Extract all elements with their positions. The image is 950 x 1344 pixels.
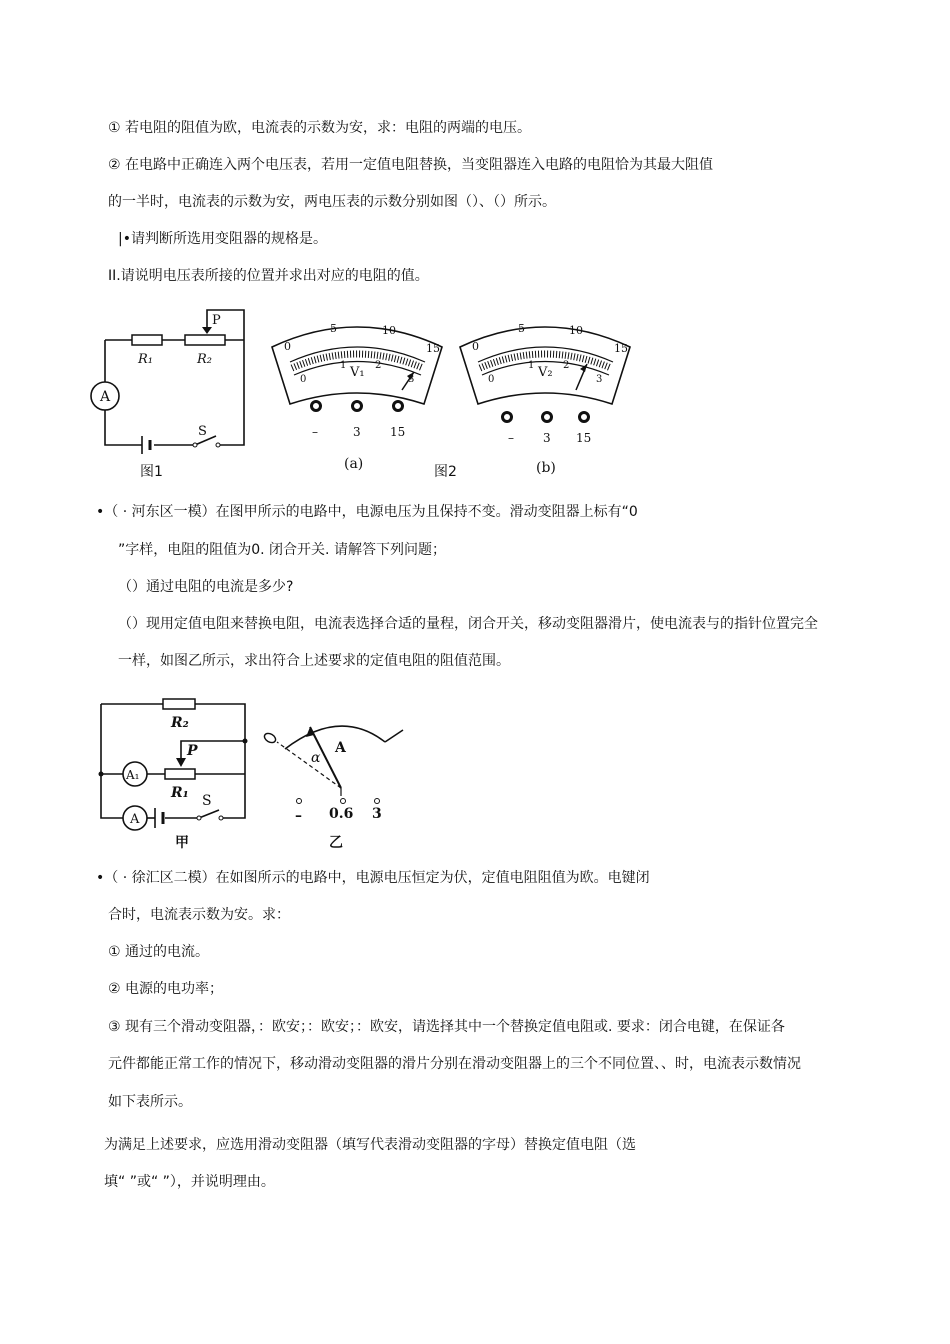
svg-text:3: 3 <box>353 425 361 439</box>
svg-text:15: 15 <box>614 342 628 355</box>
label-v2: V₂ <box>538 365 553 380</box>
figure-1-circuit <box>80 300 260 490</box>
svg-text:15: 15 <box>390 425 406 439</box>
svg-text:1: 1 <box>528 360 535 371</box>
label-a1: A₁ <box>126 768 140 782</box>
resistor-r1 <box>132 335 162 345</box>
figure-3-circuit <box>95 692 255 852</box>
voltmeter-a <box>272 322 442 472</box>
voltmeter-b <box>460 322 630 476</box>
q3-line-5: ③ 现有三个滑动变阻器，：欧安；：欧安；：欧安，请选择其中一个替换定值电阻或. 要求：闭合电键，在保证各 <box>108 1019 785 1035</box>
q1-line-2: ② 在电路中正确连入两个电压表，若用一定值电阻替换，当变阻器连入电路的电阻恰为其最大阻值 <box>108 157 713 173</box>
svg-text:0.6: 0.6 <box>329 806 354 822</box>
q3-line-6: 元件都能正常工作的情况下，移动滑动变阻器的滑片分别在滑动变阻器上的三个不同位置、、时，电流表示数情况 <box>108 1056 801 1072</box>
svg-text:5: 5 <box>518 322 525 335</box>
figure-2-voltmeters <box>262 302 642 482</box>
label-p: P <box>187 743 198 759</box>
q2-line-5: 一样，如图乙所示，求出符合上述要求的定值电阻的阻值范围。 <box>118 653 510 669</box>
svg-text:0: 0 <box>300 374 307 385</box>
figure-1-caption: 图1 <box>140 464 163 480</box>
resistor-r2 <box>163 699 195 709</box>
svg-text:–: – <box>312 425 318 439</box>
svg-text:–: – <box>295 808 302 824</box>
q2-line-4: （）现用定值电阻来替换电阻，电流表选择合适的量程，闭合开关，移动变阻器滑片，使电流表与的指针位置完全 <box>118 616 818 632</box>
svg-text:–: – <box>508 431 514 445</box>
svg-text:15: 15 <box>426 342 440 355</box>
svg-text:10: 10 <box>569 324 583 337</box>
svg-text:10: 10 <box>382 324 396 337</box>
svg-text:3: 3 <box>372 806 382 822</box>
q2-line-2: ”字样，电阻的阻值为0. 闭合开关. 请解答下列问题； <box>118 542 446 558</box>
svg-text:15: 15 <box>576 431 592 445</box>
svg-text:5: 5 <box>330 322 337 335</box>
figure-3-caption: 甲 <box>175 835 189 851</box>
label-a: A <box>130 812 140 827</box>
q1-line-4: |•请判断所选用变阻器的规格是。 <box>118 231 327 247</box>
figure-2-caption: 图2 <box>434 464 457 480</box>
q3-line-7: 如下表所示。 <box>108 1094 192 1110</box>
svg-text:3: 3 <box>408 374 415 385</box>
caption-a: (a) <box>344 456 364 472</box>
q3-line-2: 合时，电流表示数为安。求： <box>108 907 290 923</box>
label-switch: S <box>198 424 207 439</box>
q1-line-5: II.请说明电压表所接的位置并求出对应的电阻的值。 <box>108 268 429 284</box>
label-v1: V₁ <box>350 365 365 380</box>
label-r1: R₁ <box>138 352 153 367</box>
q1-line-1: ① 若电阻的阻值为欧，电流表的示数为安，求：电阻的两端的电压。 <box>108 120 531 136</box>
label-r2: R₂ <box>171 715 189 731</box>
label-ammeter: A <box>100 389 111 405</box>
q3-line-4: ② 电源的电功率； <box>108 981 224 997</box>
label-p: P <box>212 313 221 328</box>
svg-text:0: 0 <box>472 340 479 353</box>
q2-line-1: •（ · 河东区一模）在图甲所示的电路中，电源电压为且保持不变。滑动变阻器上标有“0 <box>96 504 638 520</box>
label-r1: R₁ <box>171 785 189 801</box>
q1-line-3: 的一半时，电流表的示数为安，两电压表的示数分别如图（）、（）所示。 <box>108 194 556 210</box>
q2-line-3: （）通过电阻的电流是多少? <box>118 579 294 595</box>
svg-text:2: 2 <box>375 360 382 371</box>
caption-b: (b) <box>536 460 556 476</box>
q3-line-9: 填“ ”或“ ”），并说明理由。 <box>104 1174 275 1190</box>
svg-text:0: 0 <box>488 374 495 385</box>
svg-text:1: 1 <box>340 360 347 371</box>
svg-text:3: 3 <box>543 431 551 445</box>
svg-text:0: 0 <box>284 340 291 353</box>
svg-text:3: 3 <box>596 374 603 385</box>
figure-4-caption: 乙 <box>329 835 343 851</box>
label-r2: R₂ <box>197 352 212 367</box>
q3-line-3: ① 通过的电流。 <box>108 944 210 960</box>
label-alpha: α <box>311 750 321 766</box>
label-s: S <box>202 793 212 809</box>
q3-line-1: •（ · 徐汇区二模）在如图所示的电路中，电源电压恒定为伏，定值电阻阻值为欧。电键闭 <box>96 870 650 886</box>
rheostat-r2 <box>185 335 225 345</box>
label-a: A <box>335 740 346 756</box>
svg-text:2: 2 <box>563 360 570 371</box>
figure-4-ammeter <box>255 712 415 854</box>
rheostat-r1 <box>165 769 195 779</box>
q3-line-8: 为满足上述要求，应选用滑动变阻器（填写代表滑动变阻器的字母）替换定值电阻（选 <box>104 1137 636 1153</box>
